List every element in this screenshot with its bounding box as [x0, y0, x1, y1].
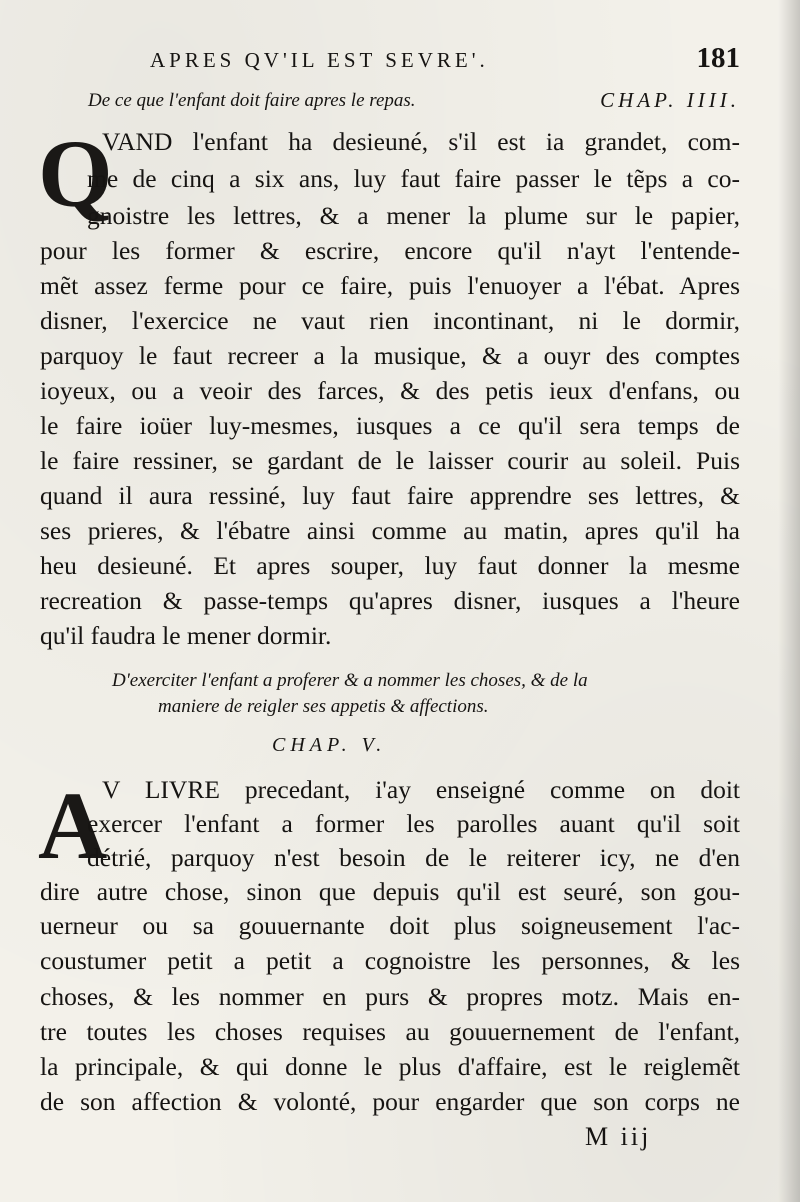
text-line: me de cinq a six ans, luy faut faire passer le tẽps a co-: [87, 164, 740, 193]
chapter-5-title-line: maniere de reigler ses appetis & affections.: [158, 696, 489, 717]
text-line: uerneur ou sa gouuernante doit plus soigneusement l'ac-: [40, 911, 740, 940]
text-line: tre toutes les choses requises au gouuernement de l'enfant,: [40, 1017, 740, 1046]
text-line: qu'il faudra le mener dormir.: [40, 621, 332, 650]
text-line: ses prieres, & l'ébatre ainsi comme au matin, apres qu'il ha: [40, 516, 740, 545]
text-line: disner, l'exercice ne vaut rien incontinant, ni le dormir,: [40, 306, 740, 335]
chapter-4-heading: [88, 90, 740, 118]
chapter-4-title: De ce que l'enfant doit faire apres le repas.: [88, 90, 416, 111]
text-line: détrié, parquoy n'est besoin de le reiterer icy, ne d'en: [87, 843, 740, 872]
text-line: ioyeux, ou a veoir des farces, & des petis ieux d'enfans, ou: [40, 376, 740, 405]
text-line: parquoy le faut recreer a la musique, & a ouyr des comptes: [40, 341, 740, 370]
text-line: exercer l'enfant a former les parolles auant qu'il soit: [87, 809, 740, 838]
text-line: pour les former & escrire, encore qu'il n'ayt l'entende-: [40, 236, 740, 265]
text-line: choses, & les nommer en purs & propres motz. Mais en-: [40, 982, 740, 1011]
chapter-5-title-line: D'exerciter l'enfant a proferer & a nommer les choses, & de la: [112, 670, 588, 691]
text-line: quand il aura ressiné, luy faut faire apprendre ses lettres, &: [40, 481, 740, 510]
chapter-4-number: CHAP. IIII.: [600, 88, 740, 112]
page-edge-shadow: [778, 0, 800, 1202]
drop-cap-q: Q: [38, 120, 113, 227]
text-line: le faire ressiner, se gardant de le laisser courir au soleil. Puis: [40, 446, 740, 475]
text-line: heu desieuné. Et apres souper, luy faut donner la mesme: [40, 551, 740, 580]
text-line: V LIVRE precedant, i'ay enseigné comme on doit: [102, 775, 740, 804]
text-line: recreation & passe-temps qu'apres disner, iusques a l'heure: [40, 586, 740, 615]
running-head-title: APRES QV'IL EST SEVRE'.: [150, 48, 489, 72]
text-line: gnoistre les lettres, & a mener la plume sur le papier,: [87, 201, 740, 230]
signature-mark: M iij: [585, 1122, 652, 1151]
text-line: VAND l'enfant ha desieuné, s'il est ia grandet, com-: [102, 127, 740, 156]
text-line: de son affection & volonté, pour engarder que son corps ne: [40, 1087, 740, 1116]
page-number: 181: [696, 42, 740, 74]
text-line: le faire ioüer luy-mesmes, iusques a ce qu'il sera temps de: [40, 411, 740, 440]
text-line: coustumer petit a petit a cognoistre les personnes, & les: [40, 946, 740, 975]
drop-cap-a: A: [38, 772, 108, 879]
running-head: [150, 42, 740, 76]
text-line: mẽt assez ferme pour ce faire, puis l'enuoyer a l'ébat. Apres: [40, 271, 740, 300]
text-line: dire autre chose, sinon que depuis qu'il est seuré, son gou-: [40, 877, 740, 906]
text-line: la principale, & qui donne le plus d'affaire, est le reiglemẽt: [40, 1052, 740, 1081]
chapter-5-number: CHAP. V.: [272, 734, 387, 756]
